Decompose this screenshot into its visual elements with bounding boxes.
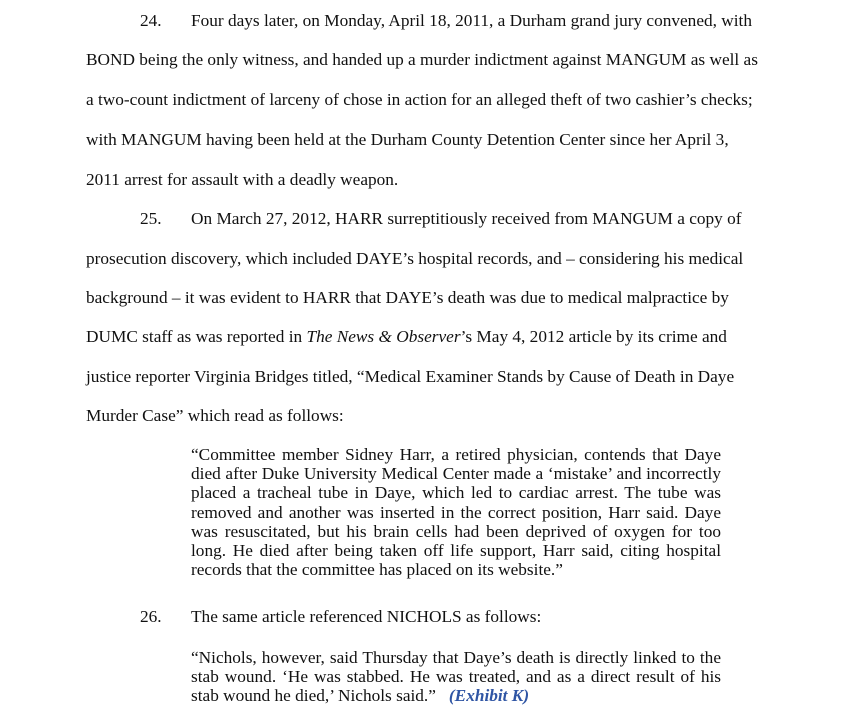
quote-line: “Nichols, however, said Thursday that Daye’s death is directly linked to the [191, 648, 721, 667]
paragraph-25-line-1: On March 27, 2012, HARR surreptitiously received from MANGUM a copy of [191, 209, 742, 228]
paragraph-24-line-3: a two-count indictment of larceny of chose in action for an alleged theft of two cashier’s checks; [86, 90, 753, 109]
quote-line: removed and another was inserted in the correct position, Harr said. Daye [191, 502, 721, 522]
paragraph-number-25: 25. [140, 209, 162, 228]
paragraph-25-line-3: background – it was evident to HARR that DAYE’s death was due to medical malpractice by [86, 288, 729, 307]
paragraph-24-line-4: with MANGUM having been held at the Durham County Detention Center since her April 3, [86, 130, 729, 149]
block-quote-nichols [191, 648, 721, 706]
publication-title: The News & Observer [306, 327, 461, 346]
quote-line: died after Duke University Medical Center made a ‘mistake’ and incorrectly [191, 464, 721, 484]
paragraph-25-line-2: prosecution discovery, which included DAYE’s hospital records, and – considering his medical [86, 249, 744, 268]
paragraph-26-line-1: The same article referenced NICHOLS as follows: [191, 607, 542, 626]
paragraph-24-line-5: 2011 arrest for assault with a deadly weapon. [86, 170, 399, 189]
paragraph-25-line-4 [86, 327, 727, 347]
paragraph-number-24: 24. [140, 11, 162, 30]
quote-line: records that the committee has placed on its website.” [191, 560, 563, 580]
quote-line: long. He died after being taken off life support, Harr said, citing hospital [191, 541, 721, 561]
quote-line: stab wound. ‘He was stabbed. He was treated, and as a direct result of his [191, 667, 721, 687]
quote-line: was resuscitated, but his brain cells had been deprived of oxygen for too [191, 521, 721, 541]
paragraph-24-line-2: BOND being the only witness, and handed up a murder indictment against MANGUM as well as [86, 50, 758, 69]
quote-line: “Committee member Sidney Harr, a retired physician, contends that Daye [191, 445, 721, 464]
block-quote-harr [191, 445, 721, 579]
paragraph-number-26: 26. [140, 607, 162, 626]
paragraph-24-line-1: Four days later, on Monday, April 18, 2011, a Durham grand jury convened, with [191, 11, 752, 30]
quote-line-final [191, 686, 721, 705]
paragraph-25-line-6: Murder Case” which read as follows: [86, 406, 344, 425]
exhibit-k-link[interactable]: (Exhibit K) [448, 686, 530, 706]
quote-line: placed a tracheal tube in Daye, which led to cardiac arrest. The tube was [191, 483, 721, 503]
quote-text: stab wound he died,’ Nichols said.” [191, 686, 436, 706]
line-text: ’s May 4, 2012 article by its crime and [460, 327, 727, 346]
line-text: DUMC staff as was reported in [86, 327, 307, 346]
paragraph-25-line-5: justice reporter Virginia Bridges titled, “Medical Examiner Stands by Cause of Death in Daye [86, 367, 735, 386]
